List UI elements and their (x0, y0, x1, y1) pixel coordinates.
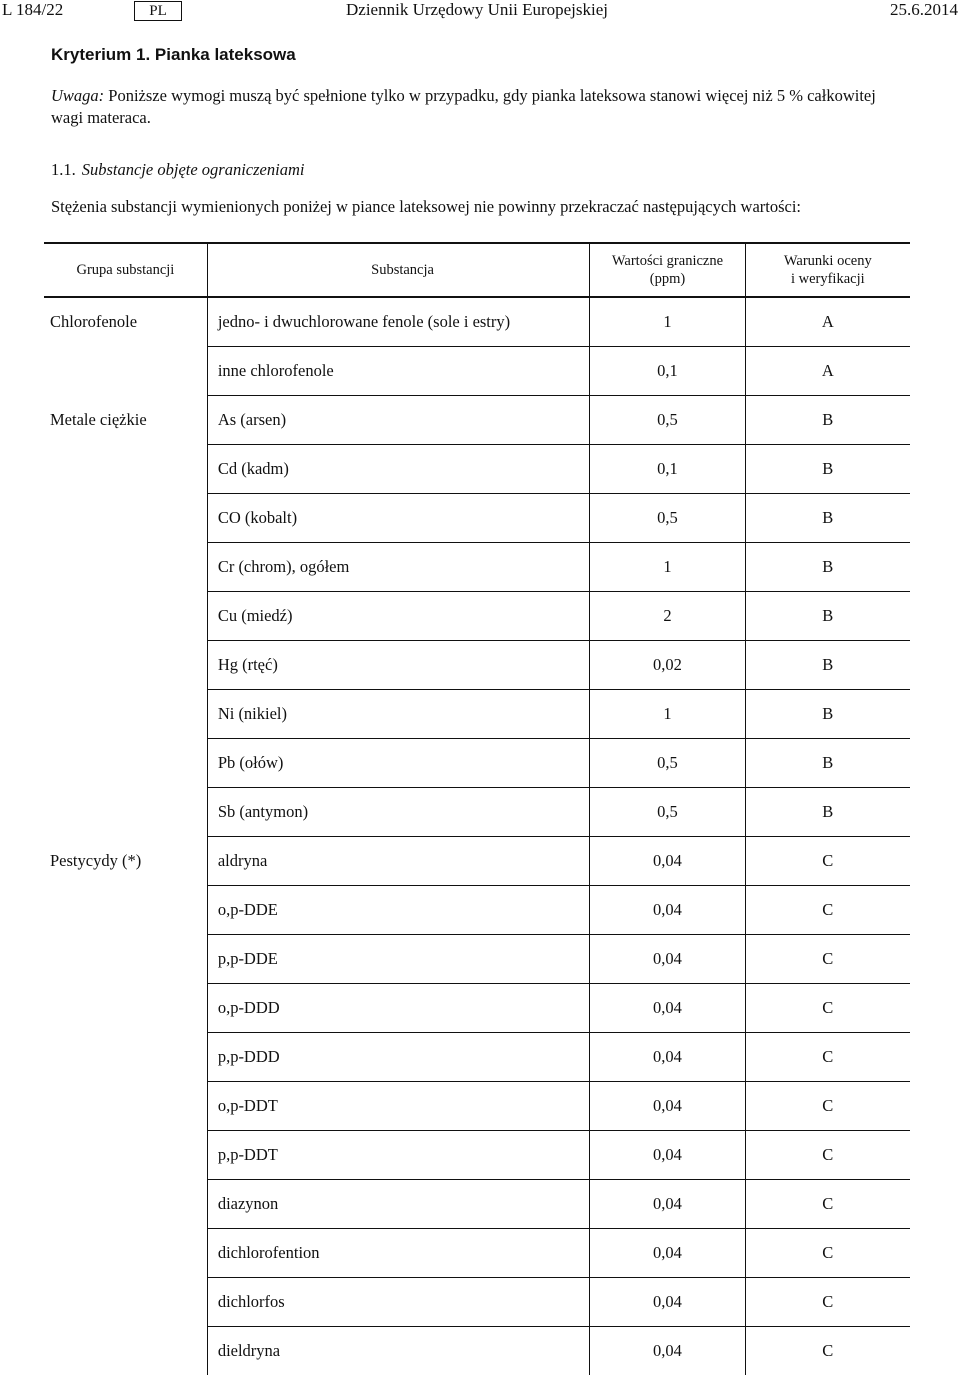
conditions-cell: C (745, 1180, 910, 1229)
group-cell (44, 1131, 207, 1180)
limit-cell: 0,5 (590, 788, 745, 837)
group-cell (44, 1327, 207, 1376)
substance-cell: dichlorfos (207, 1278, 589, 1327)
language-badge: PL (134, 1, 182, 21)
substance-cell: o,p-DDE (207, 886, 589, 935)
limit-cell: 0,04 (590, 1278, 745, 1327)
conditions-cell: B (745, 788, 910, 837)
publication-date: 25.6.2014 (890, 0, 958, 19)
group-cell (44, 1229, 207, 1278)
substance-cell: aldryna (207, 837, 589, 886)
substance-cell: Pb (ołów) (207, 739, 589, 788)
subsection-heading (51, 160, 304, 180)
limit-cell: 0,1 (590, 347, 745, 396)
substance-cell: o,p-DDT (207, 1082, 589, 1131)
table-row (44, 984, 910, 1033)
table-row (44, 445, 910, 494)
conditions-cell: C (745, 984, 910, 1033)
substance-cell: Cr (chrom), ogółem (207, 543, 589, 592)
conditions-cell: C (745, 837, 910, 886)
group-cell (44, 494, 207, 543)
limit-cell: 0,5 (590, 494, 745, 543)
table-row (44, 641, 910, 690)
group-cell (44, 690, 207, 739)
table-row (44, 347, 910, 396)
limit-cell: 0,04 (590, 1180, 745, 1229)
conditions-cell: B (745, 543, 910, 592)
criterion-title: Kryterium 1. Pianka lateksowa (51, 45, 296, 64)
page-reference: L 184/22 (2, 0, 64, 19)
conditions-cell: B (745, 641, 910, 690)
limit-cell: 0,04 (590, 837, 745, 886)
note-paragraph (51, 85, 911, 129)
conditions-cell: B (745, 396, 910, 445)
header-conditions: Warunki oceny i weryfikacji (745, 243, 910, 297)
group-cell (44, 1082, 207, 1131)
group-cell (44, 445, 207, 494)
intro-paragraph: Stężenia substancji wymienionych poniżej w piance lateksowej nie powinny przekraczać następujących wartości: (51, 197, 802, 216)
substance-cell: Cd (kadm) (207, 445, 589, 494)
conditions-cell: C (745, 1327, 910, 1376)
table-row (44, 1033, 910, 1082)
substance-cell: Ni (nikiel) (207, 690, 589, 739)
limit-cell: 0,02 (590, 641, 745, 690)
journal-title: Dziennik Urzędowy Unii Europejskiej (346, 0, 609, 19)
table-row (44, 1327, 910, 1376)
group-cell (44, 1278, 207, 1327)
substance-cell: inne chlorofenole (207, 347, 589, 396)
conditions-cell: B (745, 690, 910, 739)
page-header (0, 0, 960, 26)
subsection-title: Substancje objęte ograniczeniami (81, 160, 305, 179)
group-cell (44, 886, 207, 935)
limit-cell: 1 (590, 543, 745, 592)
limit-cell: 0,1 (590, 445, 745, 494)
group-cell (44, 1180, 207, 1229)
group-cell (44, 592, 207, 641)
group-cell (44, 641, 207, 690)
header-group: Grupa substancji (44, 243, 207, 297)
conditions-cell: B (745, 445, 910, 494)
note-text: Poniższe wymogi muszą być spełnione tylko w przypadku, gdy pianka lateksowa stanowi więcej niż 5 % całkowitej wagi materaca. (51, 86, 876, 127)
table-row (44, 837, 910, 886)
conditions-cell: B (745, 592, 910, 641)
table-row (44, 543, 910, 592)
note-label: Uwaga: (51, 86, 105, 105)
table-row (44, 1180, 910, 1229)
conditions-cell: A (745, 347, 910, 396)
limit-cell: 1 (590, 690, 745, 739)
conditions-cell: A (745, 297, 910, 347)
group-cell (44, 1033, 207, 1082)
conditions-cell: C (745, 1131, 910, 1180)
restricted-substances-table (44, 242, 910, 1375)
conditions-cell: B (745, 494, 910, 543)
substance-cell: Hg (rtęć) (207, 641, 589, 690)
substance-cell: CO (kobalt) (207, 494, 589, 543)
substance-cell: jedno- i dwuchlorowane fenole (sole i estry) (207, 297, 589, 347)
limit-cell: 0,04 (590, 935, 745, 984)
table-row (44, 592, 910, 641)
limit-cell: 0,04 (590, 1082, 745, 1131)
substance-cell: Sb (antymon) (207, 788, 589, 837)
table-row (44, 396, 910, 445)
limit-cell: 0,04 (590, 886, 745, 935)
limit-cell: 0,5 (590, 739, 745, 788)
conditions-cell: C (745, 1033, 910, 1082)
substance-cell: o,p-DDD (207, 984, 589, 1033)
group-cell (44, 984, 207, 1033)
group-cell (44, 739, 207, 788)
subsection-number: 1.1. (51, 160, 76, 179)
group-cell (44, 935, 207, 984)
substance-cell: dichlorofention (207, 1229, 589, 1278)
table-row (44, 739, 910, 788)
group-cell (44, 543, 207, 592)
group-cell (44, 788, 207, 837)
substance-cell: dieldryna (207, 1327, 589, 1376)
limit-cell: 0,04 (590, 1229, 745, 1278)
table-row (44, 1082, 910, 1131)
table-row (44, 690, 910, 739)
table-row (44, 935, 910, 984)
substance-cell: diazynon (207, 1180, 589, 1229)
conditions-cell: C (745, 1082, 910, 1131)
limit-cell: 0,04 (590, 1131, 745, 1180)
limit-cell: 0,04 (590, 984, 745, 1033)
limit-cell: 0,04 (590, 1033, 745, 1082)
limit-cell: 0,5 (590, 396, 745, 445)
group-cell (44, 347, 207, 396)
group-cell: Metale ciężkie (50, 410, 147, 429)
conditions-cell: C (745, 1278, 910, 1327)
limit-cell: 0,04 (590, 1327, 745, 1376)
table-row (44, 297, 910, 347)
conditions-cell: C (745, 886, 910, 935)
header-limit: Wartości graniczne (ppm) (590, 243, 745, 297)
table-row (44, 1131, 910, 1180)
substance-cell: As (arsen) (207, 396, 589, 445)
conditions-cell: C (745, 1229, 910, 1278)
substance-cell: p,p-DDD (207, 1033, 589, 1082)
table-row (44, 886, 910, 935)
substance-cell: Cu (miedź) (207, 592, 589, 641)
conditions-cell: B (745, 739, 910, 788)
table-row (44, 788, 910, 837)
conditions-cell: C (745, 935, 910, 984)
limit-cell: 1 (590, 297, 745, 347)
group-cell: Chlorofenole (50, 312, 138, 332)
table-header-row (44, 243, 910, 297)
group-cell: Pestycydy (*) (50, 851, 142, 870)
header-substance: Substancja (207, 243, 589, 297)
table-row (44, 1278, 910, 1327)
substance-cell: p,p-DDE (207, 935, 589, 984)
limit-cell: 2 (590, 592, 745, 641)
table-row (44, 1229, 910, 1278)
substance-cell: p,p-DDT (207, 1131, 589, 1180)
table-row (44, 494, 910, 543)
